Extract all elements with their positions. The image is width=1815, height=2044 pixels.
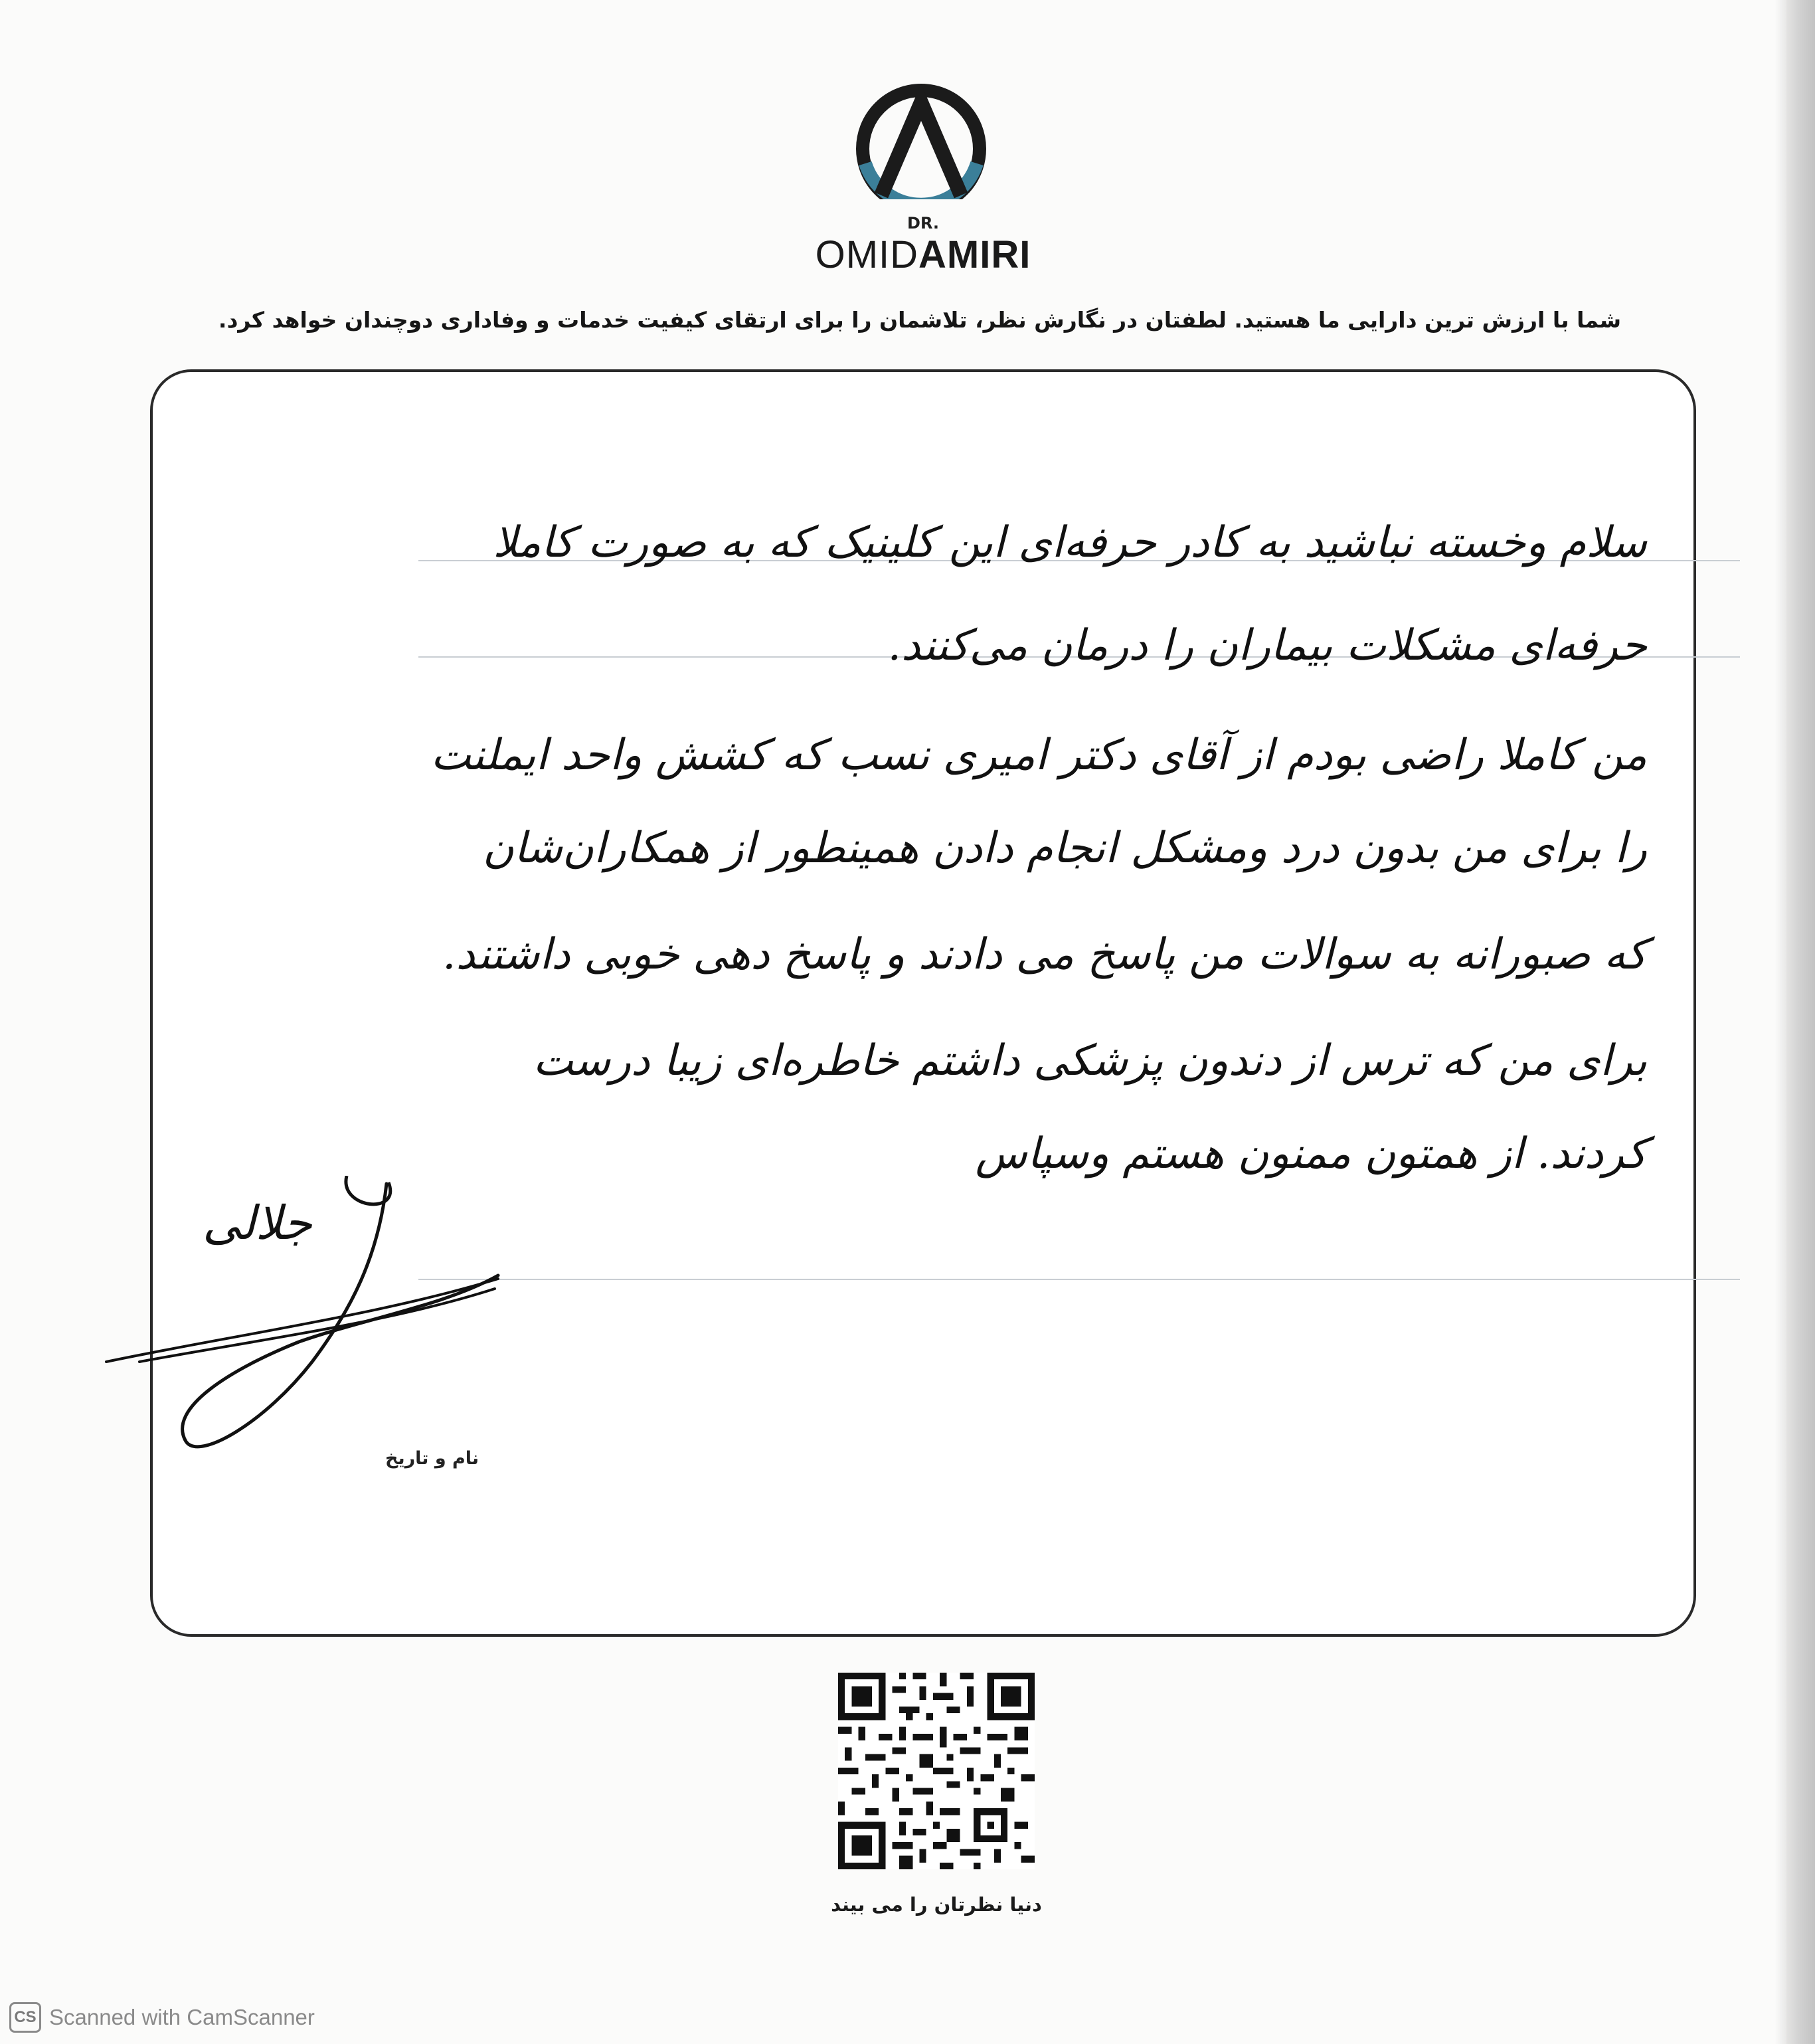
handwritten-line: سلام وخسته نباشید به کادر حرفه‌ای این کلینیک که به صورت کاملا	[493, 518, 1647, 567]
brand-prefix: DR.	[907, 214, 939, 232]
brand-first-name: OMID	[815, 233, 919, 276]
page-edge-shadow	[1775, 0, 1815, 2044]
scanner-watermark	[9, 2001, 315, 2034]
handwritten-line: که صبورانه به سوالات من پاسخ می دادند و پاسخ دهی خوبی داشتند.	[442, 930, 1647, 979]
qr-code-icon	[838, 1671, 1035, 1871]
camscanner-badge: CS	[9, 2002, 41, 2033]
clinic-logo-icon	[855, 82, 988, 215]
signature-scribble	[100, 1176, 525, 1481]
handwritten-line: کردند. از همتون ممنون هستم وسپاس	[975, 1129, 1647, 1178]
signature-name: جلالی	[203, 1196, 312, 1250]
handwritten-line: من کاملا راضی بودم از آقای دکتر امیری نسب که کشش واحد ایملنت	[430, 731, 1647, 780]
handwritten-line: حرفه‌ای مشکلات بیماران را درمان می‌کنند.	[887, 621, 1647, 670]
brand-last-name: AMIRI	[918, 233, 1031, 276]
brand-name	[790, 232, 1056, 277]
name-date-label: نام و تاریخ	[385, 1448, 479, 1469]
handwritten-line: را برای من بدون درد ومشکل انجام دادن همینطور از همکاران‌شان	[482, 824, 1647, 873]
camscanner-text: Scanned with CamScanner	[49, 2005, 315, 2029]
qr-caption: دنیا نظرتان را می بیند	[831, 1893, 1042, 1916]
intro-text: شما با ارزش ترین دارایی ما هستید. لطفتان در نگارش نظر، تلاشمان را برای ارتقای کیفیت خدمات و وفاداری دوچندان خواهد کرد.	[218, 307, 1622, 333]
ruled-line	[418, 1279, 1740, 1280]
handwritten-line: برای من که ترس از دندون پزشکی داشتم خاطره‌ای زیبا درست	[533, 1036, 1647, 1085]
